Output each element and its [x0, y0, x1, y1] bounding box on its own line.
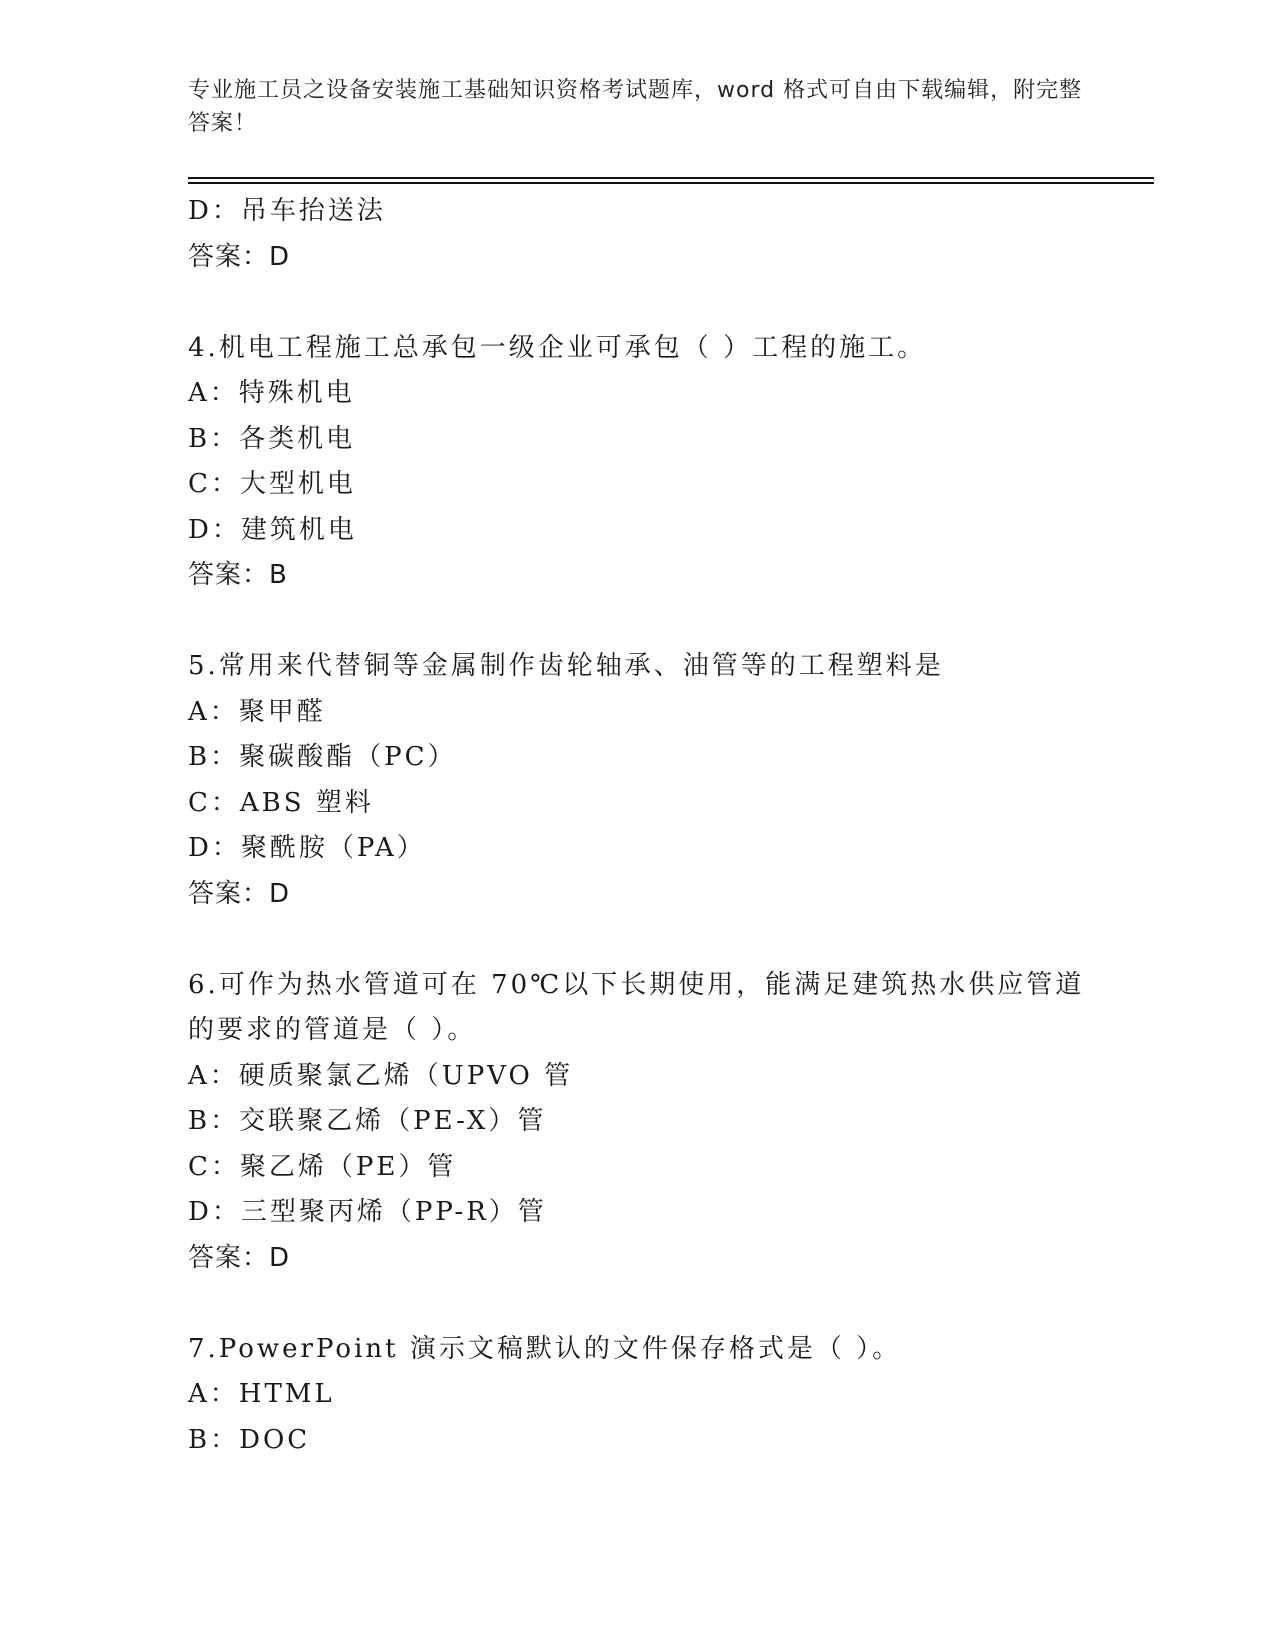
question-content	[188, 189, 1148, 1463]
q5-option-b: B：聚碳酸酯（PC）	[188, 742, 457, 772]
q5-question: 5.常用来代替铜等金属制作齿轮轴承、油管等的工程塑料是	[188, 651, 944, 681]
q4-question: 4.机电工程施工总承包一级企业可承包（ ）工程的施工。	[188, 332, 927, 363]
q6-option-d: D：三型聚丙烯（PP-R）管	[188, 1197, 547, 1227]
q6-option-a: A：硬质聚氯乙烯（UPVO 管	[188, 1060, 574, 1091]
q5-answer: 答案：D	[188, 878, 291, 909]
q4-option-d: D：建筑机电	[188, 514, 357, 545]
q3-answer: 答案：D	[188, 241, 291, 272]
q7-question: 7.PowerPoint 演示文稿默认的文件保存格式是（ ）。	[188, 1333, 902, 1364]
q5-option-a: A：聚甲醛	[188, 696, 326, 727]
page-header: 专业施工员之设备安装施工基础知识资格考试题库，word 格式可自由下载编辑，附完整答案！	[188, 78, 1083, 136]
q6-question-line-1: 6.可作为热水管道可在 70℃以下长期使用，能满足建筑热水供应管道	[188, 969, 1085, 1000]
q4-option-a: A：特殊机电	[188, 378, 355, 408]
q6-question-line-2: 的要求的管道是（ ）。	[188, 1015, 477, 1045]
q7-option-a: A：HTML	[188, 1379, 335, 1409]
q3-option-d: D：吊车抬送法	[188, 196, 386, 226]
header-rule-bottom	[188, 182, 1154, 184]
q6-answer: 答案：D	[188, 1242, 291, 1273]
q4-option-c: C：大型机电	[188, 469, 356, 499]
header-rule-top	[188, 177, 1154, 179]
q7-option-b: B：DOC	[188, 1424, 311, 1455]
q5-option-d: D：聚酰胺（PA）	[188, 833, 426, 863]
q5-option-c: C：ABS 塑料	[188, 787, 374, 818]
q4-option-b: B：各类机电	[188, 423, 356, 454]
q4-answer: 答案：B	[188, 560, 288, 590]
q6-option-b: B：交联聚乙烯（PE-X）管	[188, 1106, 547, 1136]
q6-option-c: C：聚乙烯（PE）管	[188, 1151, 457, 1182]
